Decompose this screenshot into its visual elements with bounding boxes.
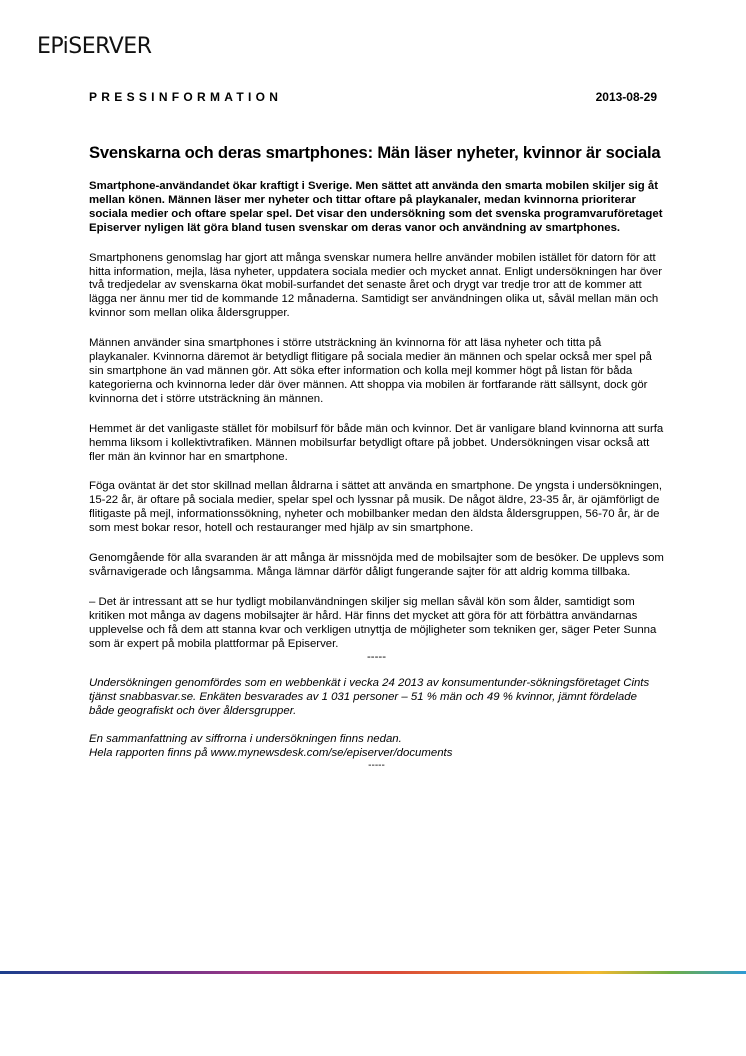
article-title: Svenskarna och deras smartphones: Män läser nyheter, kvinnor är sociala: [89, 143, 661, 162]
paragraph: Männen använder sina smartphones i större utsträckning än kvinnorna för att läsa nyheter och titta på playkanaler. Kvinnorna däremot är betydligt flitigare på sociala medier än männen och spelar också mer spel på sin smartphone än vad männen gör. Att söka efter information och kolla mejl kommer högt på listan för båda kategorierna och kvinnorna leder där över männen. Att shoppa via mobilen är fortfarande rätt sällsynt, dock gör kvinnorna det i större utsträckning än männen.: [89, 337, 652, 405]
lead-paragraph: Smartphone-användandet ökar kraftigt i Sverige. Men sättet att använda den smarta mobilen skiljer sig åt mellan könen. Männen läser mer nyheter och tittar oftare på playkanaler, medan kvinnorna prioriterar sociala medier och oftare spelar spel. Det visar den undersökning som det svenska programvaruföretaget Episerver nyligen lät göra bland tusen svenskar om deras vanor och användning av smartphones.: [89, 180, 663, 234]
episerver-logo: EPiSERVER: [37, 34, 152, 59]
separator-end: -----: [368, 760, 385, 771]
press-header: [89, 90, 657, 104]
press-date: 2013-08-29: [595, 90, 657, 104]
article-body: [89, 180, 664, 771]
footnote-method: Undersökningen genomfördes som en webbenkät i vecka 24 2013 av konsumentunder-sökningsföretaget Cints tjänst snabbasvar.se. Enkäten besvarades av 1 031 personer – 51 % män och 49 % kvinnor, jämnt fördelade både geografiskt och över åldersgrupper.: [89, 677, 650, 718]
footnote-report-link: Hela rapporten finns på www.mynewsdesk.com/se/episerver/documents: [89, 747, 453, 760]
quote-paragraph: – Det är intressant att se hur tydligt mobilanvändningen skiljer sig mellan såväl kön som ålder, samtidigt som kritiken mot många av dagens mobilsajter är hård. Här finns det mycket att göra för att förbättra användarnas upplevelse och få dem att stanna kvar och verkligen utnyttja de möjligheter som tekniken ger, säger Peter Sunna som är expert på mobila plattformar på Episerver.: [89, 595, 657, 650]
paragraph: Smartphonens genomslag har gjort att många svenskar numera hellre använder mobilen istället för datorn för att hitta information, mejla, läsa nyheter, uppdatera sociala medier och mycket annat. Enligt undersökningen har över två tredjedelar av svenskarna ökat mobil-surfandet det senaste året och drygt var tredje tror att de kommer att lägga ner ännu mer tid de kommande 12 månaderna. Samtidigt ser användningen olika ut, såväl mellan män och kvinnor som mellan olika åldersgrupper.: [89, 251, 663, 320]
separator: -----: [367, 651, 386, 664]
paragraph: Genomgående för alla svaranden är att många är missnöjda med de mobilsajter som de besöker. De upplevs som svårnavigerade och långsamma. Många lämnar därför dåligt fungerande sajter för att aldrig komma tillbaka.: [89, 552, 664, 578]
press-label: PRESSINFORMATION: [89, 90, 283, 104]
paragraph: Föga oväntat är det stor skillnad mellan åldrarna i sättet att använda en smartphone. De yngsta i undersökningen, 15-22 år, är oftare på sociala medier, spelar spel och lyssnar på musik. De något äldre, 23-35 år, är ojämförligt de flitigaste på mejl, informationssökning, nyheter och mobilbanker medan den äldsta åldersgruppen, 56-70 år, är de som mest bokar resor, hotell och restauranger med hjälp av sin smartphone.: [89, 480, 663, 535]
brand-color-bar: [0, 971, 746, 974]
paragraph: Hemmet är det vanligaste stället för mobilsurf för både män och kvinnor. Det är vanligare bland kvinnorna att surfa hemma liksom i kollektivtrafiken. Männen mobilsurfar betydligt oftare på jobbet. Undersökningen visar också att fler män än kvinnor har en smartphone.: [89, 422, 664, 463]
footnote-summary: En sammanfattning av siffrorna i undersökningen finns nedan.: [89, 733, 402, 746]
